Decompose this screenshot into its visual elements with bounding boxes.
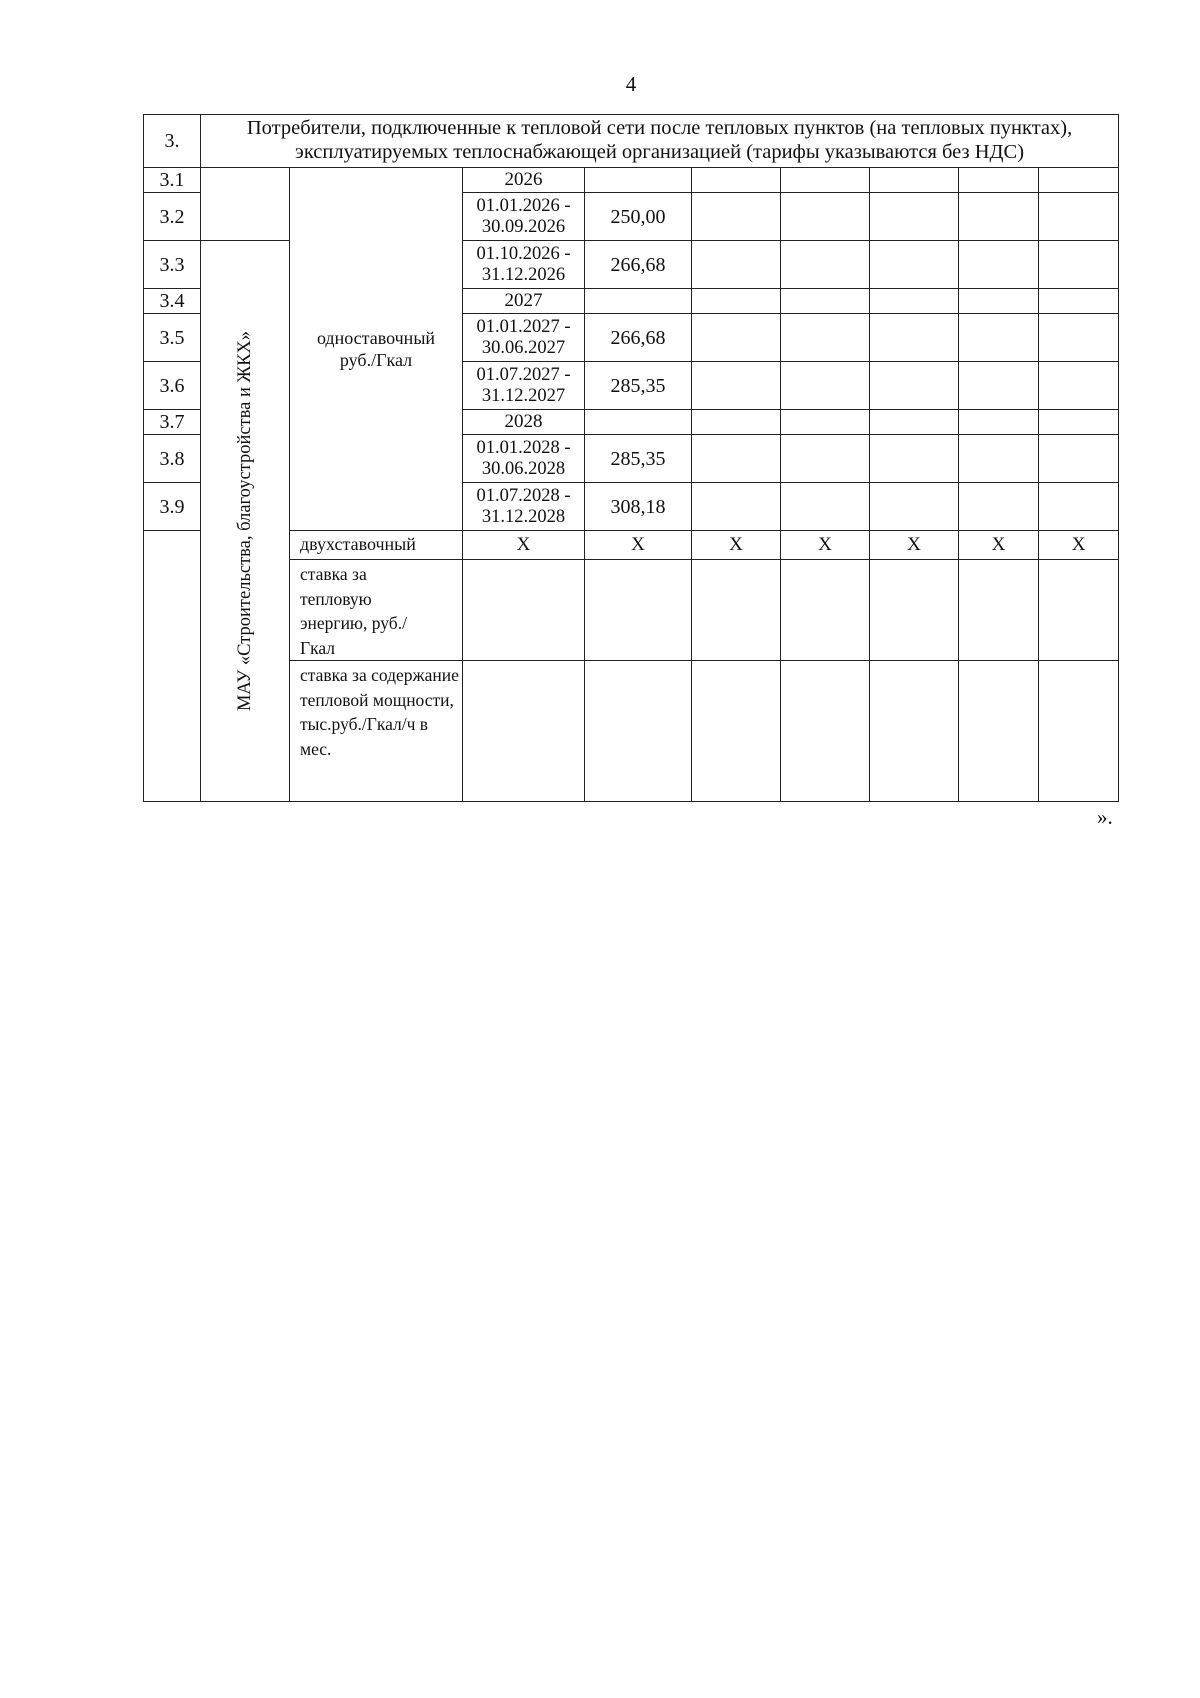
row-number: 3.4 [144, 289, 201, 314]
value-cell: 250,00 [585, 193, 692, 241]
period-text: 01.07.2028 - 31.12.2028 [476, 486, 571, 527]
x-mark: Х [870, 531, 959, 560]
energy-rate-text: ставка за тепловую энергию, руб./Гкал [300, 564, 407, 658]
period-cell [463, 483, 585, 531]
period-text: 01.01.2028 - 30.06.2028 [476, 438, 571, 479]
x-mark: Х [959, 531, 1039, 560]
row-number: 3.8 [144, 435, 201, 483]
section-number: 3. [144, 115, 201, 168]
one-rate-label [290, 168, 463, 531]
x-mark: Х [692, 531, 781, 560]
period-cell: 2028 [463, 410, 585, 435]
x-mark: Х [463, 531, 585, 560]
period-cell [463, 314, 585, 362]
value-cell [585, 168, 692, 193]
capacity-rate-text: ставка за содержание тепловой мощности, тыс.руб./Гкал/ч в мес. [300, 665, 459, 759]
row-number: 3.7 [144, 410, 201, 435]
capacity-rate-row [144, 661, 1119, 802]
value-cell: 308,18 [585, 483, 692, 531]
closing-quote: ». [1097, 805, 1113, 829]
value-cell: 285,35 [585, 362, 692, 410]
empty-cell [144, 531, 201, 802]
x-mark: Х [585, 531, 692, 560]
period-cell: 2026 [463, 168, 585, 193]
page-number: 4 [625, 72, 637, 96]
organization-cell [201, 241, 290, 802]
value-cell [585, 410, 692, 435]
table-row [144, 168, 1119, 193]
period-cell [463, 362, 585, 410]
value-cell: 266,68 [585, 314, 692, 362]
row-number: 3.3 [144, 241, 201, 289]
row-number: 3.9 [144, 483, 201, 531]
empty-cell [201, 168, 290, 241]
organization-name: МАУ «Строительства, благоустройства и ЖКХ» [234, 330, 255, 712]
x-mark: Х [1039, 531, 1119, 560]
period-cell [463, 435, 585, 483]
one-rate-label-text: одноставочный руб./Гкал [316, 327, 436, 370]
value-cell [585, 289, 692, 314]
period-text: 01.01.2026 - 30.09.2026 [476, 196, 571, 237]
capacity-rate-label [290, 661, 463, 802]
two-rate-label: двухставочный [290, 531, 463, 560]
section-header-row [144, 115, 1119, 168]
x-mark: Х [781, 531, 870, 560]
period-cell [463, 193, 585, 241]
energy-rate-label [290, 560, 463, 661]
period-text: 01.07.2027 - 31.12.2027 [476, 365, 571, 406]
row-number: 3.6 [144, 362, 201, 410]
tariff-table [143, 114, 1119, 802]
row-number: 3.1 [144, 168, 201, 193]
two-rate-row [144, 531, 1119, 560]
row-number: 3.5 [144, 314, 201, 362]
value-cell: 285,35 [585, 435, 692, 483]
row-number: 3.2 [144, 193, 201, 241]
section-title: Потребители, подключенные к тепловой сети после тепловых пунктов (на тепловых пунктах), эксплуатируемых теплоснабжающей организацией (тарифы указываются без НДС) [201, 115, 1119, 168]
period-cell: 2027 [463, 289, 585, 314]
energy-rate-row [144, 560, 1119, 661]
value-cell: 266,68 [585, 241, 692, 289]
period-text: 01.01.2027 - 30.06.2027 [476, 317, 571, 358]
period-text: 01.10.2026 - 31.12.2026 [476, 244, 571, 285]
period-cell [463, 241, 585, 289]
